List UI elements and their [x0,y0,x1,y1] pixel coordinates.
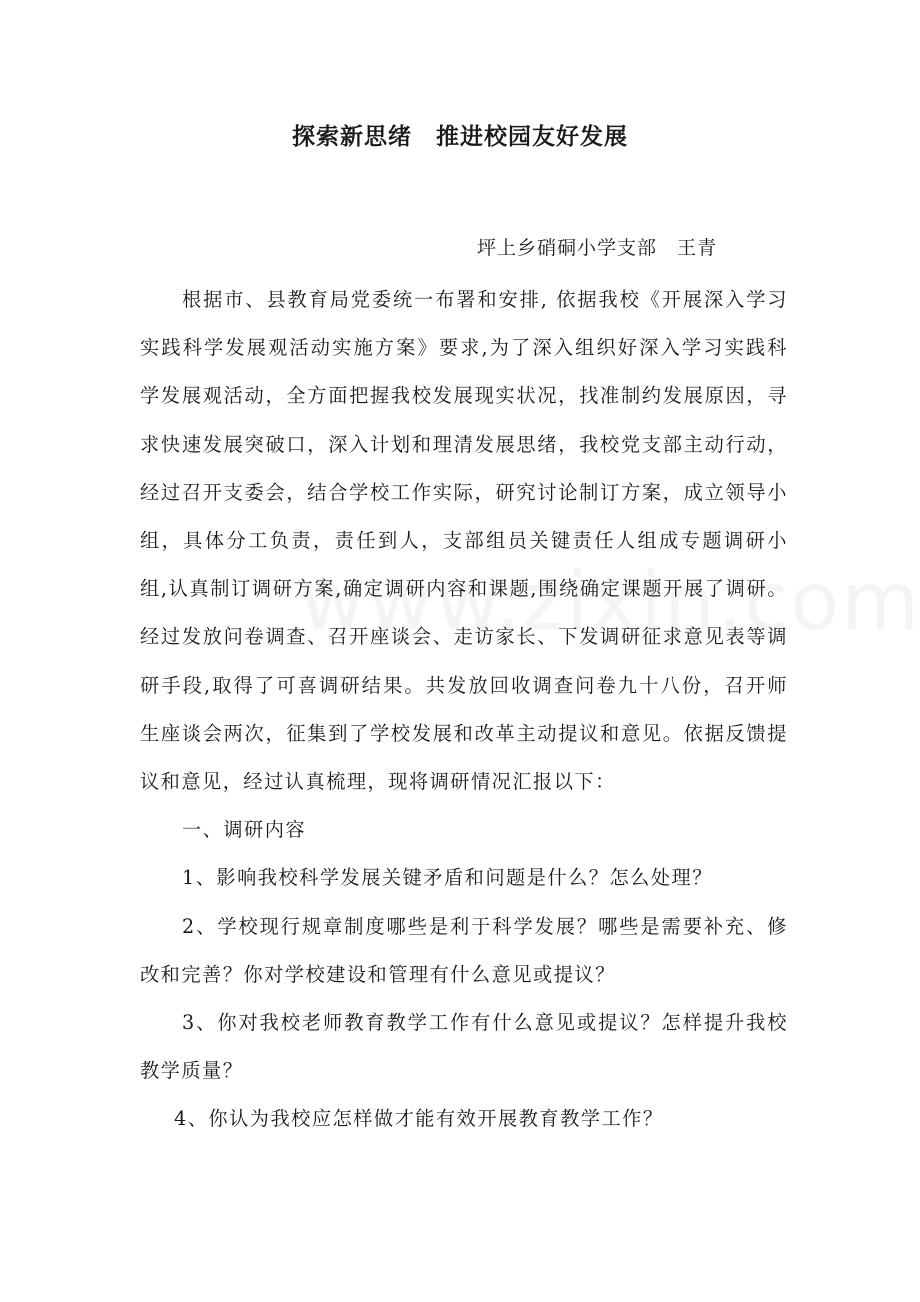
list-item: 2、学校现行规章制度哪些是利于科学发展？哪些是需要补充、修改和完善？你对学校建设和管理有什么意见或提议？ [140,914,788,986]
list-item: 4、你认为我校应怎样做才能有效开展教育教学工作？ [174,1107,664,1131]
document-body [140,276,788,1144]
section-heading: 一、调研内容 [182,818,307,842]
list-item: 3、你对我校老师教育教学工作有什么意见或提议？怎样提升我校教学质量？ [140,1011,788,1083]
list-item: 1、影响我校科学发展关键矛盾和问题是什么？怎么处理？ [182,866,713,890]
intro-paragraph: 根据市、县教育局党委统一布署和安排, 依据我校《开展深入学习实践科学发展观活动实施方案》要求,为了深入组织好深入学习实践科学发展观活动，全方面把握我校发展现实状况，找准制约发展原因，寻求快速发展突破口，深入计划和理清发展思绪，我校党支部主动行动，经过召开支委会，结合学校工作实际，研究讨论制订方案，成立领导小组，具体分工负责，责任到人，支部组员关键责任人组成专题调研小组,认真制订调研方案,确定调研内容和课题,围绕确定课题开展了调研。经过发放问卷调查、召开座谈会、走访家长、下发调研征求意见表等调研手段,取得了可喜调研结果。共发放回收调查问卷九十八份，召开师生座谈会两次，征集到了学校发展和改革主动提议和意见。依据反馈提议和意见，经过认真梳理，现将调研情况汇报以下： [140,288,788,794]
page-title: 探索新思绪 推进校园友好发展 [292,123,628,150]
author-line: 坪上乡硝硐小学支部 王青 [477,237,718,259]
